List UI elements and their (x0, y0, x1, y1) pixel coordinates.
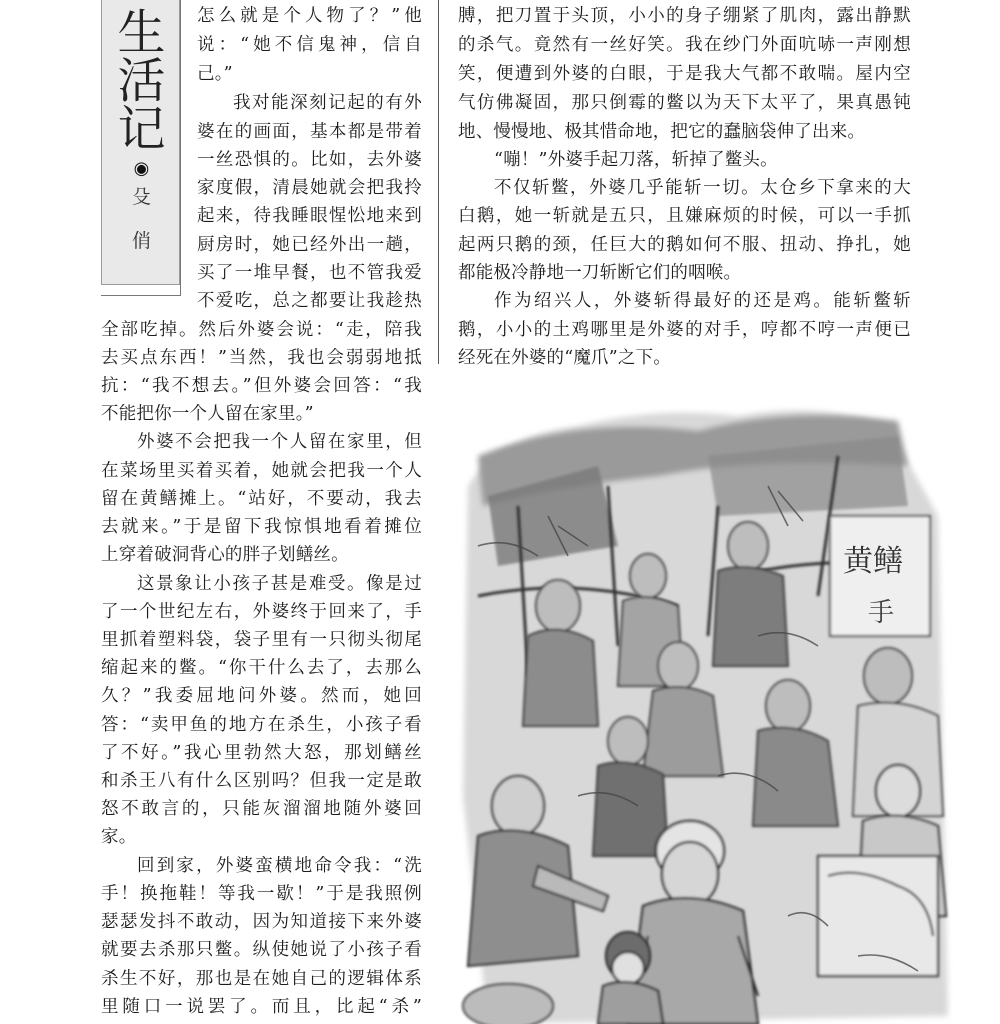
text-line: 去买点东西！”当然，我也会弱弱地抵 (101, 348, 422, 368)
author-bullet-icon: ◉ (133, 158, 150, 179)
title-char: 生 (117, 5, 166, 61)
text-line: 和杀王八有什么区别吗？但我一定是敢 (101, 771, 422, 791)
text-line: 一丝恐惧的。比如，去外婆 (197, 150, 422, 170)
text-line: 婆在的画面，基本都是带着 (197, 122, 422, 142)
text-line: 家度假，清晨她就会把我拎 (197, 178, 422, 198)
text-line: 答：“卖甲鱼的地方在杀生，小孩子看 (101, 715, 422, 735)
text-line: 抗：“我不想去。”但外婆会回答：“我 (101, 376, 422, 396)
text-line: 起两只鹅的颈，任巨大的鹅如何不服、扭动、挣扎，她 (458, 235, 911, 255)
text-line: 去就来。”于是留下我惊惧地看着摊位 (101, 517, 422, 537)
text-line: 买了一堆早餐，也不管我爱 (197, 263, 422, 283)
text-line: 全部吃掉。然后外婆会说：“走，陪我 (101, 320, 422, 340)
text-line: 里抓着塑料袋，袋子里有一只彻头彻尾 (101, 630, 422, 650)
text-line: 留在黄鳝摊上。“站好，不要动，我去 (101, 489, 422, 509)
text-line: 己。” (197, 64, 233, 84)
text-line: 就要去杀那只鳖。纵使她说了小孩子看 (101, 940, 422, 960)
title-char: 活 (117, 53, 166, 109)
text-line: 了不好。”我心里勃然大怒，那划鳝丝 (101, 743, 422, 763)
text-line: 鹅，小小的土鸡哪里是外婆的对手，哼都不哼一声便已 (458, 320, 911, 340)
text-line: 里随口一说罢了。而且，比起“杀” (101, 997, 422, 1017)
text-line: 白鹅，她一斩就是五只，且嫌麻烦的时候，可以一手抓 (458, 206, 911, 226)
text-line: “嘣！”外婆手起刀落，斩掉了鳖头。 (494, 150, 778, 170)
author-name-char: 殳 (131, 186, 151, 208)
text-line: 怒不敢言的，只能灰溜溜地随外婆回 (101, 799, 422, 819)
text-line: 上穿着破洞背心的胖子划鳝丝。 (101, 545, 349, 565)
text-line: 不爱吃，总之都要让我趁热 (197, 291, 422, 311)
text-line: 杀生不好，那也是在她自己的逻辑体系 (101, 969, 422, 989)
text-line: 回到家，外婆蛮横地命令我：“洗 (137, 856, 422, 876)
sign-text: 黄鳝 (843, 544, 903, 579)
text-line: 不仅斩鳖，外婆几乎能斩一切。太仓乡下拿来的大 (494, 178, 911, 198)
title-box (101, 0, 180, 285)
text-line: 都能极冷静地一刀斩断它们的咽喉。 (458, 263, 742, 283)
text-line: 气仿佛凝固，那只倒霉的鳖以为天下太平了，果真愚钝 (458, 93, 911, 113)
text-line: 在菜场里买着买着，她就会把我一个人 (101, 461, 422, 481)
text-line: 我对能深刻记起的有外 (233, 93, 422, 113)
title-wrap-rule (101, 295, 181, 296)
text-line: 这景象让小孩子甚是难受。像是过 (137, 574, 422, 594)
text-line: 瑟瑟发抖不敢动，因为知道接下来外婆 (101, 912, 422, 932)
text-line: 家。 (101, 827, 137, 847)
sign-text: 手 (868, 598, 895, 628)
text-line: 作为绍兴人，外婆斩得最好的还是鸡。能斩鳖斩 (494, 291, 911, 311)
author-name-char: 俏 (131, 230, 151, 252)
text-line: 了一个世纪左右，外婆终于回来了，手 (101, 602, 422, 622)
column-divider (438, 0, 439, 364)
text-line: 经死在外婆的“魔爪”之下。 (458, 348, 671, 368)
text-line: 久？”我委屈地问外婆。然而，她回 (101, 686, 422, 706)
text-line: 说：“她不信鬼神，信自 (197, 35, 422, 55)
text-line: 厨房时，她已经外出一趟， (197, 235, 422, 255)
text-line: 膊，把刀置于头顶，小小的身子绷紧了肌肉，露出静默 (458, 6, 911, 26)
text-line: 的杀气。竟然有一丝好笑。我在纱门外面吭哧一声刚想 (458, 35, 911, 55)
text-line: 不能把你一个人留在家里。” (101, 404, 314, 424)
text-line: 手！换拖鞋！等我一歇！”于是我照例 (101, 884, 422, 904)
title-wrap-rule (180, 0, 181, 296)
title-char: 记 (117, 101, 166, 157)
text-line: 缩起来的鳖。“你干什么去了，去那么 (101, 658, 422, 678)
text-line: 笑，便遭到外婆的白眼，于是我大气都不敢喘。屋内空 (458, 64, 911, 84)
text-line: 怎么就是个人物了？”他 (197, 6, 422, 26)
market-illustration (458, 396, 954, 1024)
text-line: 外婆不会把我一个人留在家里，但 (137, 432, 422, 452)
text-line: 地、慢慢地、极其惜命地，把它的蠢脑袋伸了出来。 (458, 122, 866, 142)
text-line: 起来，待我睡眼惺忪地来到 (197, 206, 422, 226)
